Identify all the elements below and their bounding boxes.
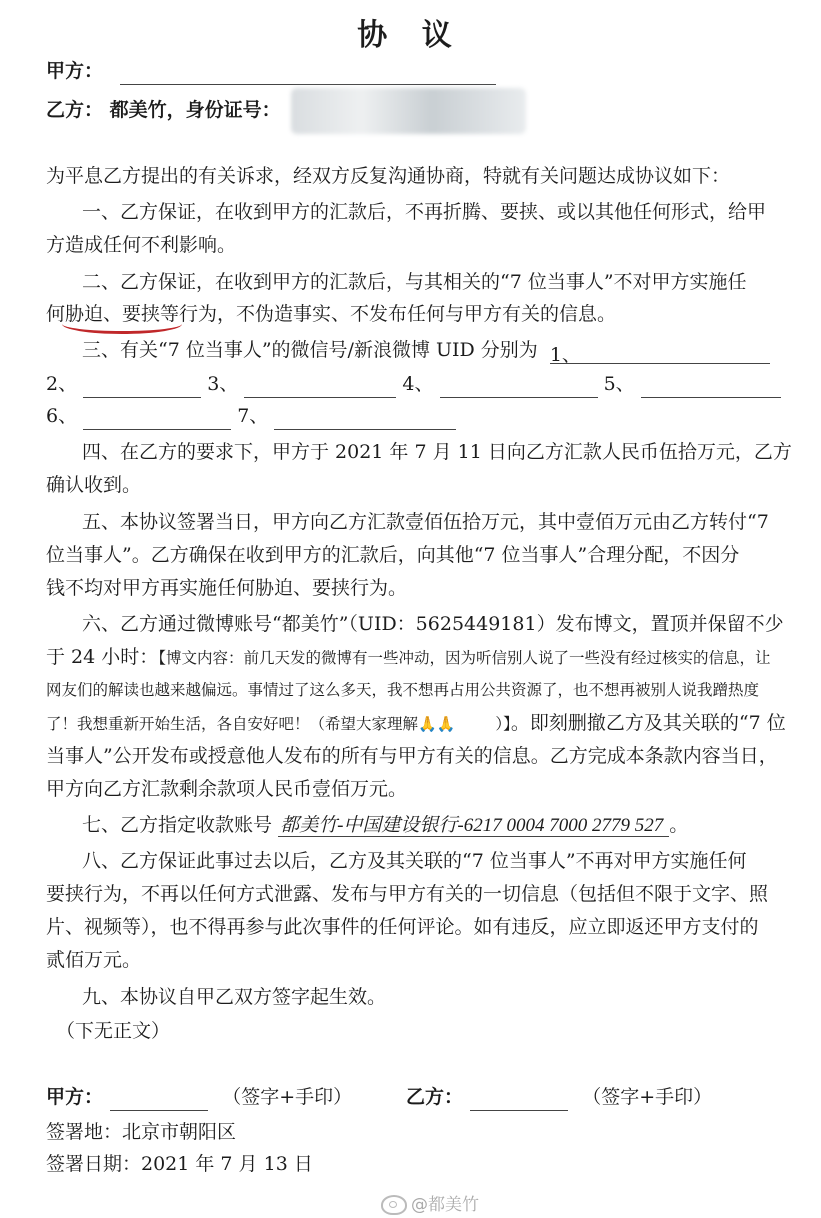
clause-6-line-4 [46,709,786,738]
clause-1-line-2: 方造成任何不利影响。 [46,234,237,256]
clause-3-line-1 [82,336,770,364]
clause-6-line-1: 六、乙方通过微博账号“都美竹”（UID：5625449181）发布博文，置顶并保留不少 [82,613,784,635]
clause-6-line-6: 甲方向乙方汇款剩余款项人民币壹佰万元。 [46,778,408,800]
weibo-watermark [381,1190,479,1215]
party-b-row [46,88,526,134]
clause-8-line-3: 片、视频等），也不得再参与此次事件的任何评论。如有违反，应立即返还甲方支付的 [46,916,759,938]
clause-5-line-2: 位当事人”。乙方确保在收到甲方的汇款后，向其他“7 位当事人”合理分配，不因分 [46,544,740,566]
clause-5-line-1: 五、本协议签署当日，甲方向乙方汇款壹佰伍拾万元，其中壹佰万元由乙方转付“7 [82,511,769,533]
intro-text: 为平息乙方提出的有关诉求，经双方反复沟通协商，特就有关问题达成协议如下： [46,165,731,187]
clause-6-line-3: 网友们的解读也越来越偏远。事情过了这么多天，我不想再占用公共资源了，也不想再被别人说我蹭热度 [46,681,760,699]
clause-2-line-2: 何胁迫、要挟等行为，不伪造事实、不发布任何与甲方有关的信息。 [46,303,617,325]
signing-place: 签署地：北京市朝阳区 [46,1121,237,1143]
clause-8-line-4: 贰佰万元。 [46,949,142,971]
uid-blank-5 [641,375,781,398]
sign-b-blank [470,1088,568,1111]
clause-6-time: 于 24 小时： [46,646,159,668]
clause-3-line-3 [46,402,456,430]
clause-6-line-2 [46,643,771,672]
no-more-text: （下无正文） [56,1020,171,1042]
post-close-bracket: ）】 [495,715,511,733]
uid-number-3: 3、 [207,373,239,395]
clause-1-line-1: 一、乙方保证，在收到甲方的汇款后，不再折腾、要挟、或以其他任何形式，给甲 [82,201,767,223]
post-content-end: 了！我想重新开始生活，各自安好吧！（希望大家理解 [46,715,419,733]
uid-number-5: 5、 [603,373,635,395]
party-b-label: 乙方： [46,99,104,121]
uid-number-7: 7、 [237,405,269,427]
clause-6-continue: 。即刻删撤乙方及其关联的“7 位 [510,712,786,734]
signing-date: 签署日期：2021 年 7 月 13 日 [46,1153,313,1175]
clause-5-line-3: 钱不均对甲方再实施任何胁迫、要挟行为。 [46,577,408,599]
uid-blank-7 [274,407,456,430]
party-b-value: 都美竹，身份证号： [109,99,281,121]
clause-3-line-2 [46,370,786,398]
uid-blank-3 [244,375,396,398]
clause-8-line-1: 八、乙方保证此事过去以后，乙方及其关联的“7 位当事人”不再对甲方实施任何 [82,850,747,872]
sign-a-hint: （签字+手印） [222,1086,353,1108]
red-handwritten-underline [62,321,182,334]
uid-number-1: 1、 [549,344,581,366]
clause-3-text: 三、有关“7 位当事人”的微信号/新浪微博 UID 分别为 [82,339,538,361]
clause-6-line-5: 当事人”公开发布或授意他人发布的所有与甲方有关的信息。乙方完成本条款内容当日， [46,745,778,767]
uid-blank-6 [83,407,231,430]
clause-4-line-2: 确认收到。 [46,474,142,496]
uid-number-6: 6、 [46,405,78,427]
sign-b-hint: （签字+手印） [582,1086,713,1108]
party-a-row [46,57,496,85]
sign-a-label: 甲方： [46,1086,104,1108]
uid-number-2: 2、 [46,373,78,395]
weibo-logo-icon [381,1195,407,1215]
uid-blank-1 [550,341,770,364]
bank-account-handwritten: 都美竹-中国建设银行-6217 0004 7000 2779 527 [278,815,669,837]
document-title: 协 议 [357,18,464,53]
party-a-label: 甲方： [46,60,104,82]
clause-7-text: 七、乙方指定收款账号 [82,814,273,836]
watermark-text: @都美竹 [411,1195,479,1215]
signature-row [46,1083,352,1111]
clause-7-end: 。 [669,814,689,836]
clause-9: 九、本协议自甲乙双方签字起生效。 [82,986,387,1008]
pray-emoji-icon: 🙏🙏 [418,715,456,733]
redacted-id-number [291,88,526,134]
sign-b-label: 乙方： [406,1086,464,1108]
signature-row-b [406,1083,712,1111]
post-content-start: 【博文内容：前几天发的微博有一些冲动，因为听信别人说了一些没有经过核实的信息，让 [158,649,771,667]
uid-number-4: 4、 [402,373,434,395]
clause-8-line-2: 要挟行为，不再以任何方式泄露、发布与甲方有关的一切信息（包括但不限于文字、照 [46,883,769,905]
party-a-blank [120,62,496,85]
clause-7-line [82,811,688,840]
sign-a-blank [110,1088,208,1111]
clause-2-line-1: 二、乙方保证，在收到甲方的汇款后，与其相关的“7 位当事人”不对甲方实施任 [82,271,747,293]
uid-blank-4 [440,375,598,398]
clause-4-line-1: 四、在乙方的要求下，甲方于 2021 年 7 月 11 日向乙方汇款人民币伍拾万元，乙方 [82,441,792,463]
uid-blank-2 [83,375,201,398]
